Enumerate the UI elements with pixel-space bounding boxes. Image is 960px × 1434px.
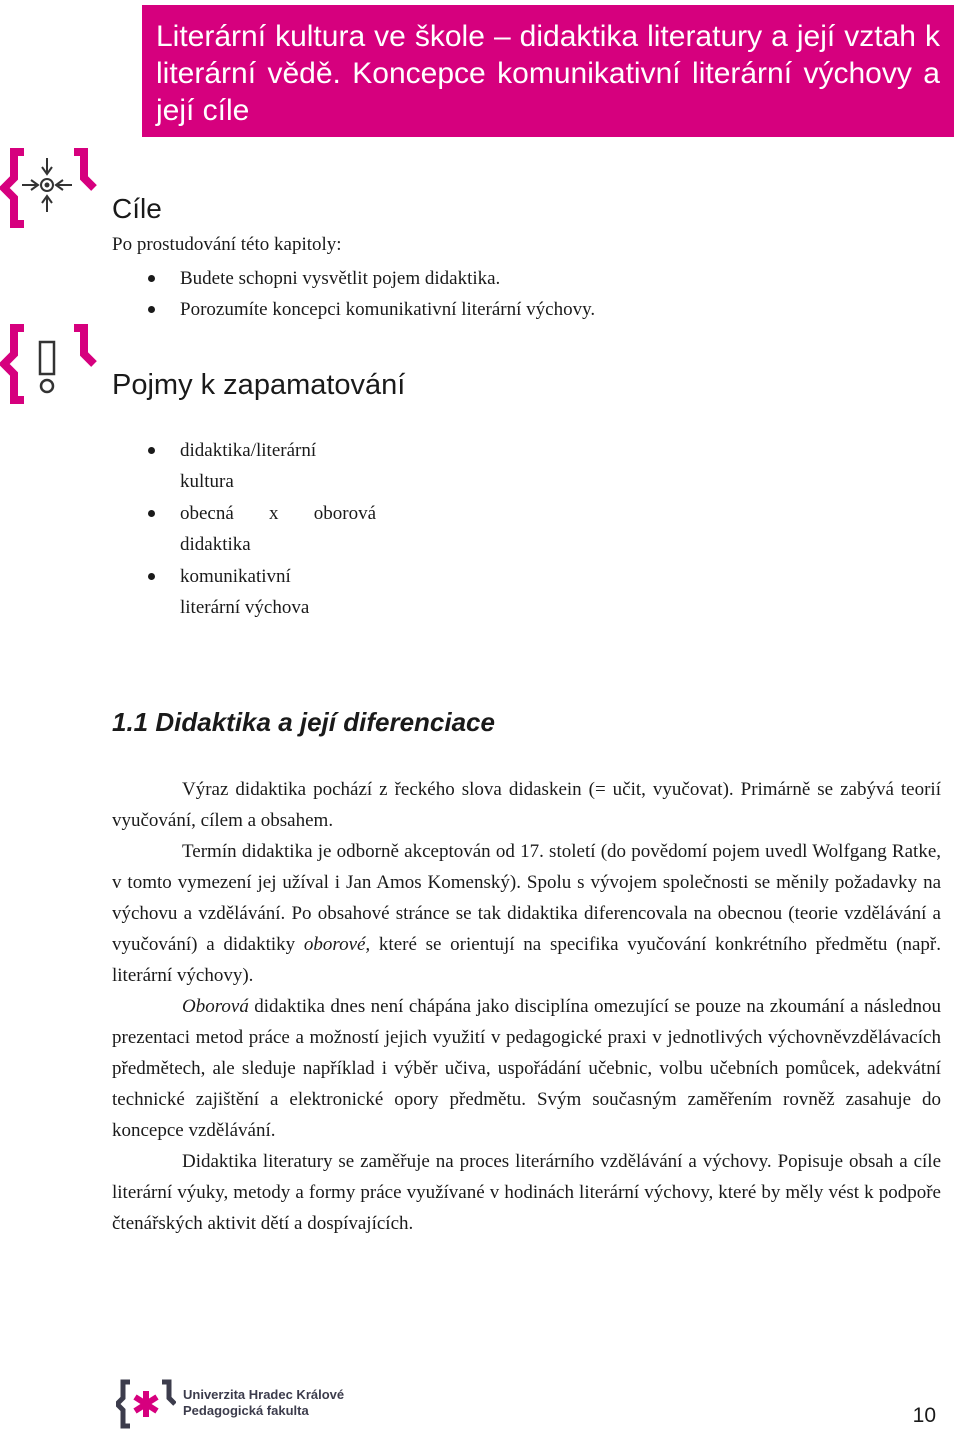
section-heading: 1.1 Didaktika a její diferenciace [112, 707, 495, 737]
list-item: Porozumíte koncepci komunikativní literární výchovy. [112, 294, 595, 325]
page-number: 10 [912, 1404, 936, 1427]
paragraph: Oborová didaktika dnes není chápána jako disciplína omezující se pouze na zkoumání a následnou prezentaci metod práce a možností jejich využití v pedagogické praxi v jednotlivých výchovněvzdělávacích předmětech, ale sleduje například i výběr učiva, uspořádání učebnic, volbu učebních pomůcek, adekvátní technické zajištění a elektronické opory předmětu. Svým současným zaměřením rovněž zasahuje do koncepce vzdělávání. [112, 996, 941, 1141]
list-item: didaktika/literární kultura [112, 435, 412, 497]
terms-heading: Pojmy k zapamatování [112, 369, 406, 401]
university-name: Univerzita Hradec Králové Pedagogická fakulta [183, 1387, 345, 1418]
chapter-title-banner [142, 5, 954, 137]
goals-list [112, 263, 595, 325]
list-item: obecná x oborová didaktika [112, 498, 412, 560]
target-arrows-icon [0, 148, 98, 228]
section-body [112, 774, 941, 1239]
exclamation-icon [0, 324, 98, 404]
terms-list [112, 435, 412, 624]
paragraph: Termín didaktika je odborně akceptován od 17. století (do povědomí pojem uvedl Wolfgang Ratke, v tomto vymezení jej užíval i Jan Amos Komenský). Spolu s vývojem společnosti se měnily požadavky na výchovu a vzdělávání. Po obsahové stránce se tak didaktika diferencovala na obecnou (teorie vzdělávání a vyučování) a didaktiky oborové, které se orientují na specifika vyučování konkrétního předmětu (např. literární výchovy). [112, 841, 941, 986]
goals-intro: Po prostudování této kapitoly: [112, 234, 342, 255]
paragraph: Didaktika literatury se zaměřuje na proces literárního vzdělávání a výchovy. Popisuje obsah a cíle literární výuky, metody a formy práce využívané v hodinách literární výchovy, které by měly vést k podpoře čtenářských aktivit dětí a dospívajících. [112, 1151, 941, 1234]
chapter-title: Literární kultura ve škole – didaktika literatury a její vztah k literární vědě. Koncepce komunikativní literární výchovy a její cíle [156, 20, 940, 127]
paragraph: Výraz didaktika pochází z řeckého slova didaskein (= učit, vyučovat). Primárně se zabývá teorií vyučování, cílem a obsahem. [112, 779, 941, 831]
goals-heading: Cíle [112, 193, 162, 224]
university-logo-icon [116, 1379, 176, 1434]
list-item: komunikativní literární výchova [112, 561, 412, 623]
list-item: Budete schopni vysvětlit pojem didaktika. [112, 263, 595, 294]
